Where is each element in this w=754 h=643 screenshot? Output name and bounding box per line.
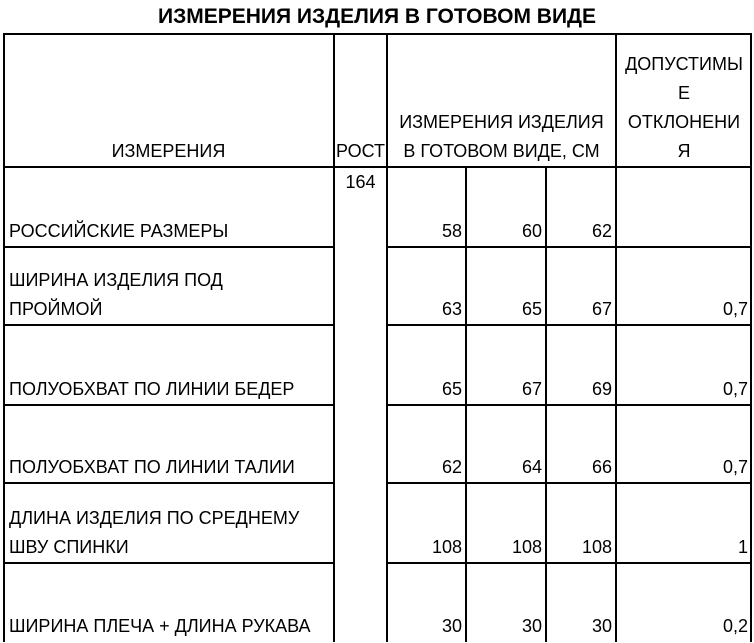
size-value bbox=[387, 483, 466, 563]
tolerance-value-text: 0,2 bbox=[722, 616, 748, 636]
size-value bbox=[466, 563, 546, 642]
size-value bbox=[546, 247, 616, 325]
header-finished-dimensions bbox=[387, 33, 616, 167]
size-value bbox=[466, 325, 546, 405]
row-divider bbox=[387, 404, 752, 406]
header-finished-dimensions-text-2: В ГОТОВОМ ВИДЕ, СМ bbox=[403, 141, 600, 161]
header-finished-dimensions-text-1: ИЗМЕРЕНИЯ ИЗДЕЛИЯ bbox=[399, 112, 604, 132]
tolerance-value-text: 1 bbox=[737, 537, 748, 557]
row-label-text-2: ШВУ СПИНКИ bbox=[9, 537, 129, 557]
tolerance-value bbox=[616, 405, 752, 483]
row-label bbox=[3, 405, 334, 483]
size-value-text: 69 bbox=[591, 379, 612, 399]
height-value-text: 164 bbox=[345, 172, 376, 192]
size-value bbox=[387, 405, 466, 483]
header-height bbox=[334, 33, 387, 167]
row-divider bbox=[3, 166, 752, 168]
size-value-text: 108 bbox=[511, 537, 542, 557]
size-value-text: 65 bbox=[521, 299, 542, 319]
size-value-text: 30 bbox=[441, 616, 462, 636]
row-divider bbox=[3, 404, 334, 406]
size-value-text: 65 bbox=[441, 379, 462, 399]
size-value bbox=[387, 247, 466, 325]
size-value-text: 30 bbox=[591, 616, 612, 636]
header-height-text: РОСТ bbox=[335, 141, 385, 161]
header-tolerance-text-3: ОТКЛОНЕНИ bbox=[627, 112, 741, 132]
size-value-text: 108 bbox=[431, 537, 462, 557]
row-divider bbox=[387, 324, 752, 326]
tolerance-value bbox=[616, 325, 752, 405]
size-value bbox=[387, 325, 466, 405]
table-border-top bbox=[3, 33, 752, 35]
size-value bbox=[466, 247, 546, 325]
size-value bbox=[546, 483, 616, 563]
size-value bbox=[546, 167, 616, 247]
row-divider bbox=[387, 562, 752, 564]
header-measurements bbox=[3, 33, 334, 167]
row-divider bbox=[387, 482, 752, 484]
column-divider bbox=[615, 33, 617, 642]
row-label-text: ШИРИНА ПЛЕЧА + ДЛИНА РУКАВА bbox=[9, 616, 311, 636]
tolerance-value bbox=[616, 563, 752, 642]
row-label-text-1: ШИРИНА ИЗДЕЛИЯ ПОД bbox=[9, 270, 223, 290]
tolerance-value-text: 0,7 bbox=[722, 299, 748, 319]
row-label bbox=[3, 325, 334, 405]
row-label-text-2: ПРОЙМОЙ bbox=[9, 299, 103, 319]
tolerance-value bbox=[616, 247, 752, 325]
row-divider bbox=[3, 482, 334, 484]
tolerance-value-text: 0,7 bbox=[722, 457, 748, 477]
row-label bbox=[3, 167, 334, 247]
size-value bbox=[466, 483, 546, 563]
header-measurements-text: ИЗМЕРЕНИЯ bbox=[111, 141, 226, 161]
size-value bbox=[466, 167, 546, 247]
row-divider bbox=[3, 562, 334, 564]
size-value bbox=[466, 405, 546, 483]
tolerance-value bbox=[616, 167, 752, 247]
column-divider bbox=[386, 33, 388, 642]
header-tolerance-text-4: Я bbox=[677, 141, 691, 161]
row-label bbox=[3, 483, 334, 563]
size-value-text: 62 bbox=[441, 457, 462, 477]
row-label bbox=[3, 563, 334, 642]
row-divider bbox=[3, 246, 334, 248]
size-value-text: 66 bbox=[591, 457, 612, 477]
table-border-left bbox=[3, 33, 5, 642]
table-border-right bbox=[750, 33, 752, 642]
size-value bbox=[546, 563, 616, 642]
size-value bbox=[546, 325, 616, 405]
header-tolerance bbox=[616, 33, 752, 167]
size-value-text: 30 bbox=[521, 616, 542, 636]
row-label-text: ПОЛУОБХВАТ ПО ЛИНИИ ТАЛИИ bbox=[9, 457, 295, 477]
page-title: ИЗМЕРЕНИЯ ИЗДЕЛИЯ В ГОТОВОМ ВИДЕ bbox=[157, 5, 597, 28]
column-divider bbox=[333, 33, 335, 642]
size-value-text: 64 bbox=[521, 457, 542, 477]
height-value bbox=[334, 167, 387, 642]
size-value-text: 58 bbox=[441, 221, 462, 241]
row-label-text-1: ДЛИНА ИЗДЕЛИЯ ПО СРЕДНЕМУ bbox=[9, 508, 300, 528]
row-divider bbox=[387, 246, 752, 248]
size-value-text: 108 bbox=[581, 537, 612, 557]
row-label-text: ПОЛУОБХВАТ ПО ЛИНИИ БЕДЕР bbox=[9, 379, 295, 399]
size-value bbox=[387, 167, 466, 247]
size-value-text: 60 bbox=[521, 221, 542, 241]
size-value-text: 67 bbox=[591, 299, 612, 319]
header-tolerance-text-1: ДОПУСТИМЫ bbox=[625, 54, 743, 74]
size-value bbox=[546, 405, 616, 483]
row-divider bbox=[3, 324, 334, 326]
header-tolerance-text-2: Е bbox=[677, 83, 690, 103]
size-value-text: 62 bbox=[591, 221, 612, 241]
size-value bbox=[387, 563, 466, 642]
size-value-text: 63 bbox=[441, 299, 462, 319]
row-label bbox=[3, 247, 334, 325]
tolerance-value bbox=[616, 483, 752, 563]
row-label-text: РОССИЙСКИЕ РАЗМЕРЫ bbox=[9, 221, 229, 241]
tolerance-value-text: 0,7 bbox=[722, 379, 748, 399]
size-value-text: 67 bbox=[521, 379, 542, 399]
